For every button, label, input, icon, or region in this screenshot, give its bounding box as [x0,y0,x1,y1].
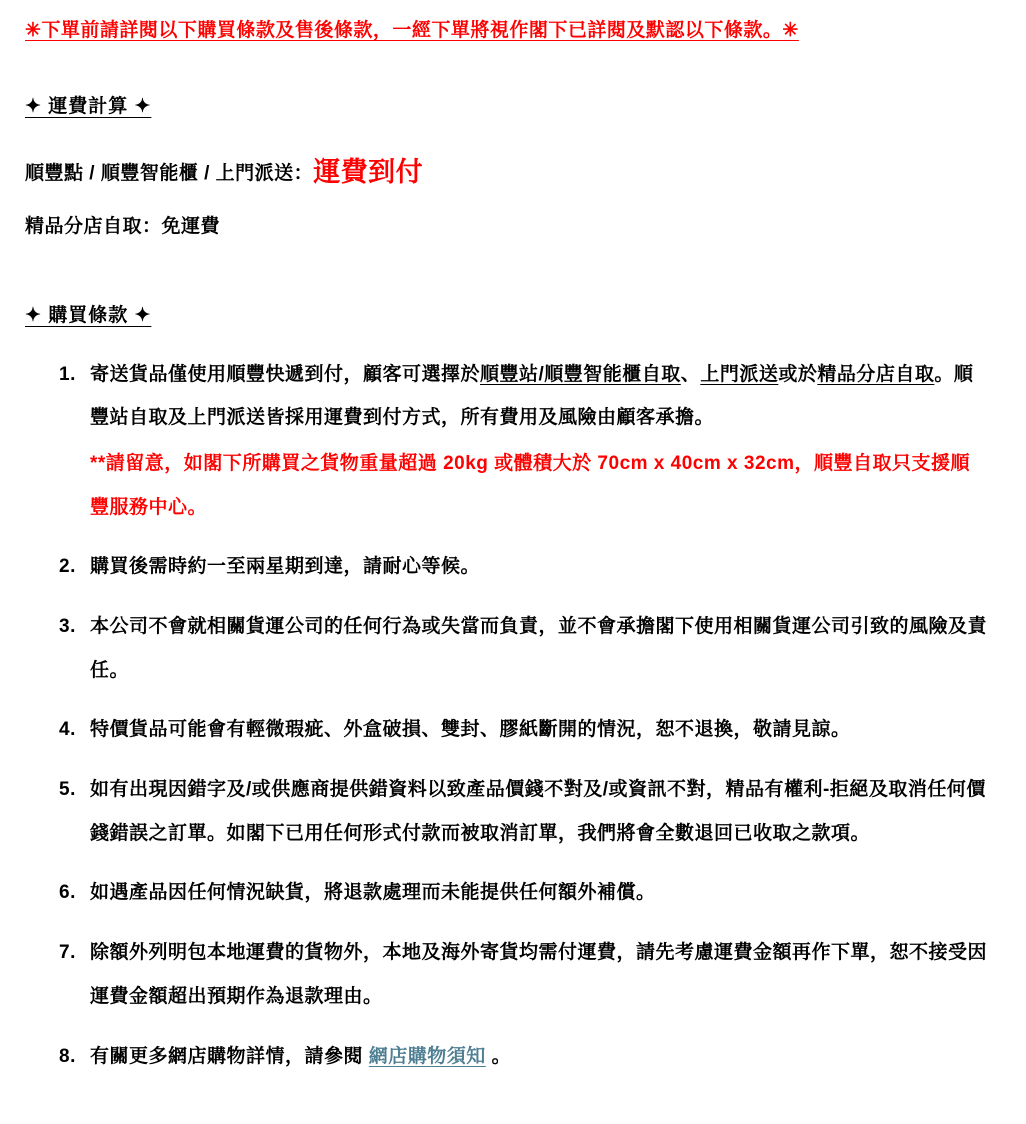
shipping-methods-label: 順豐點 / 順豐智能櫃 / 上門派送： [25,162,314,184]
term-text-5: 如有出現因錯字及/或供應商提供錯資料以致產品價錢不對及/或資訊不對，精品有權利-拒絕及取消任何價錢錯誤之訂單。如閣下已用任何形式付款而被取消訂單，我們將會全數退回已收取之款項。 [90,779,986,844]
term-item-5 [25,768,988,855]
terms-list [25,353,988,1079]
term-item-3 [25,605,988,692]
term-item-1 [25,353,988,530]
term1-underlined-home-delivery: 上門派送 [700,363,779,385]
term1-underlined-sf-pickup: 順豐站/順豐智能櫃自取 [480,363,681,385]
shipping-calc-heading: ✦ 運費計算 ✦ [25,95,152,117]
term-number-8: 8. [59,1045,76,1067]
term-text-1 [90,353,988,440]
term-text-6: 如遇產品因任何情況缺貨，將退款處理而未能提供任何額外補償。 [90,882,656,904]
term-text-7: 除額外列明包本地運費的貨物外，本地及海外寄貨均需付運費，請先考慮運費金額再作下單，恕不接受因運費金額超出預期作為退款理由。 [90,942,988,1007]
term1-seg-mid2: 或於 [778,363,818,385]
term-item-8 [25,1035,988,1079]
term1-underlined-store-pickup: 精品分店自取 [817,363,935,385]
term-text-8 [90,1035,988,1079]
purchase-terms-heading: ✦ 購買條款 ✦ [25,304,152,326]
cod-highlight: 運費到付 [313,156,424,187]
store-pickup-line: 精品分店自取：免運費 [25,215,221,237]
term1-seg-mid1: 、 [680,363,701,385]
term-item-6 [25,871,988,915]
term1-seg-pre: 寄送貨品僅使用順豐快遞到付，顧客可選擇於 [90,363,481,385]
term-number-6: 6. [59,882,76,904]
term-text-3: 本公司不會就相關貨運公司的任何行為或失當而負責，並不會承擔閣下使用相關貨運公司引致的風險及責任。 [90,616,988,681]
top-notice: ✳下單前請詳閱以下購買條款及售後條款，一經下單將視作閣下已詳閱及默認以下條款。✳ [25,20,799,41]
term-text-2: 購買後需時約一至兩星期到達，請耐心等候。 [90,556,481,578]
term-number-3: 3. [59,616,76,638]
store-shopping-guide-link[interactable]: 網店購物須知 [368,1045,486,1067]
term-number-1: 1. [59,363,76,385]
term1-seg-post: 。順豐站自取及上門派送皆採用運費到付方式，所有費用及風險由顧客承擔。 [90,363,974,429]
term-number-2: 2. [59,556,76,578]
term-item-2 [25,545,988,589]
term-text-4: 特價貨品可能會有輕微瑕疵、外盒破損、雙封、膠紙斷開的情況，恕不退換，敬請見諒。 [90,719,851,741]
term-item-4 [25,708,988,752]
term-item-7 [25,931,988,1018]
term-number-5: 5. [59,779,76,801]
term-number-4: 4. [59,719,76,741]
shipping-methods-line [25,150,988,189]
size-weight-warning: **請留意，如閣下所購買之貨物重量超過 20kg 或體積大於 70cm x 40cm x 32cm，順豐自取只支援順豐服務中心。 [90,452,970,518]
term8-seg-pre: 有關更多網店購物詳情，請參閱 [90,1045,369,1067]
term-number-7: 7. [59,942,76,964]
term8-seg-post: 。 [485,1045,512,1067]
